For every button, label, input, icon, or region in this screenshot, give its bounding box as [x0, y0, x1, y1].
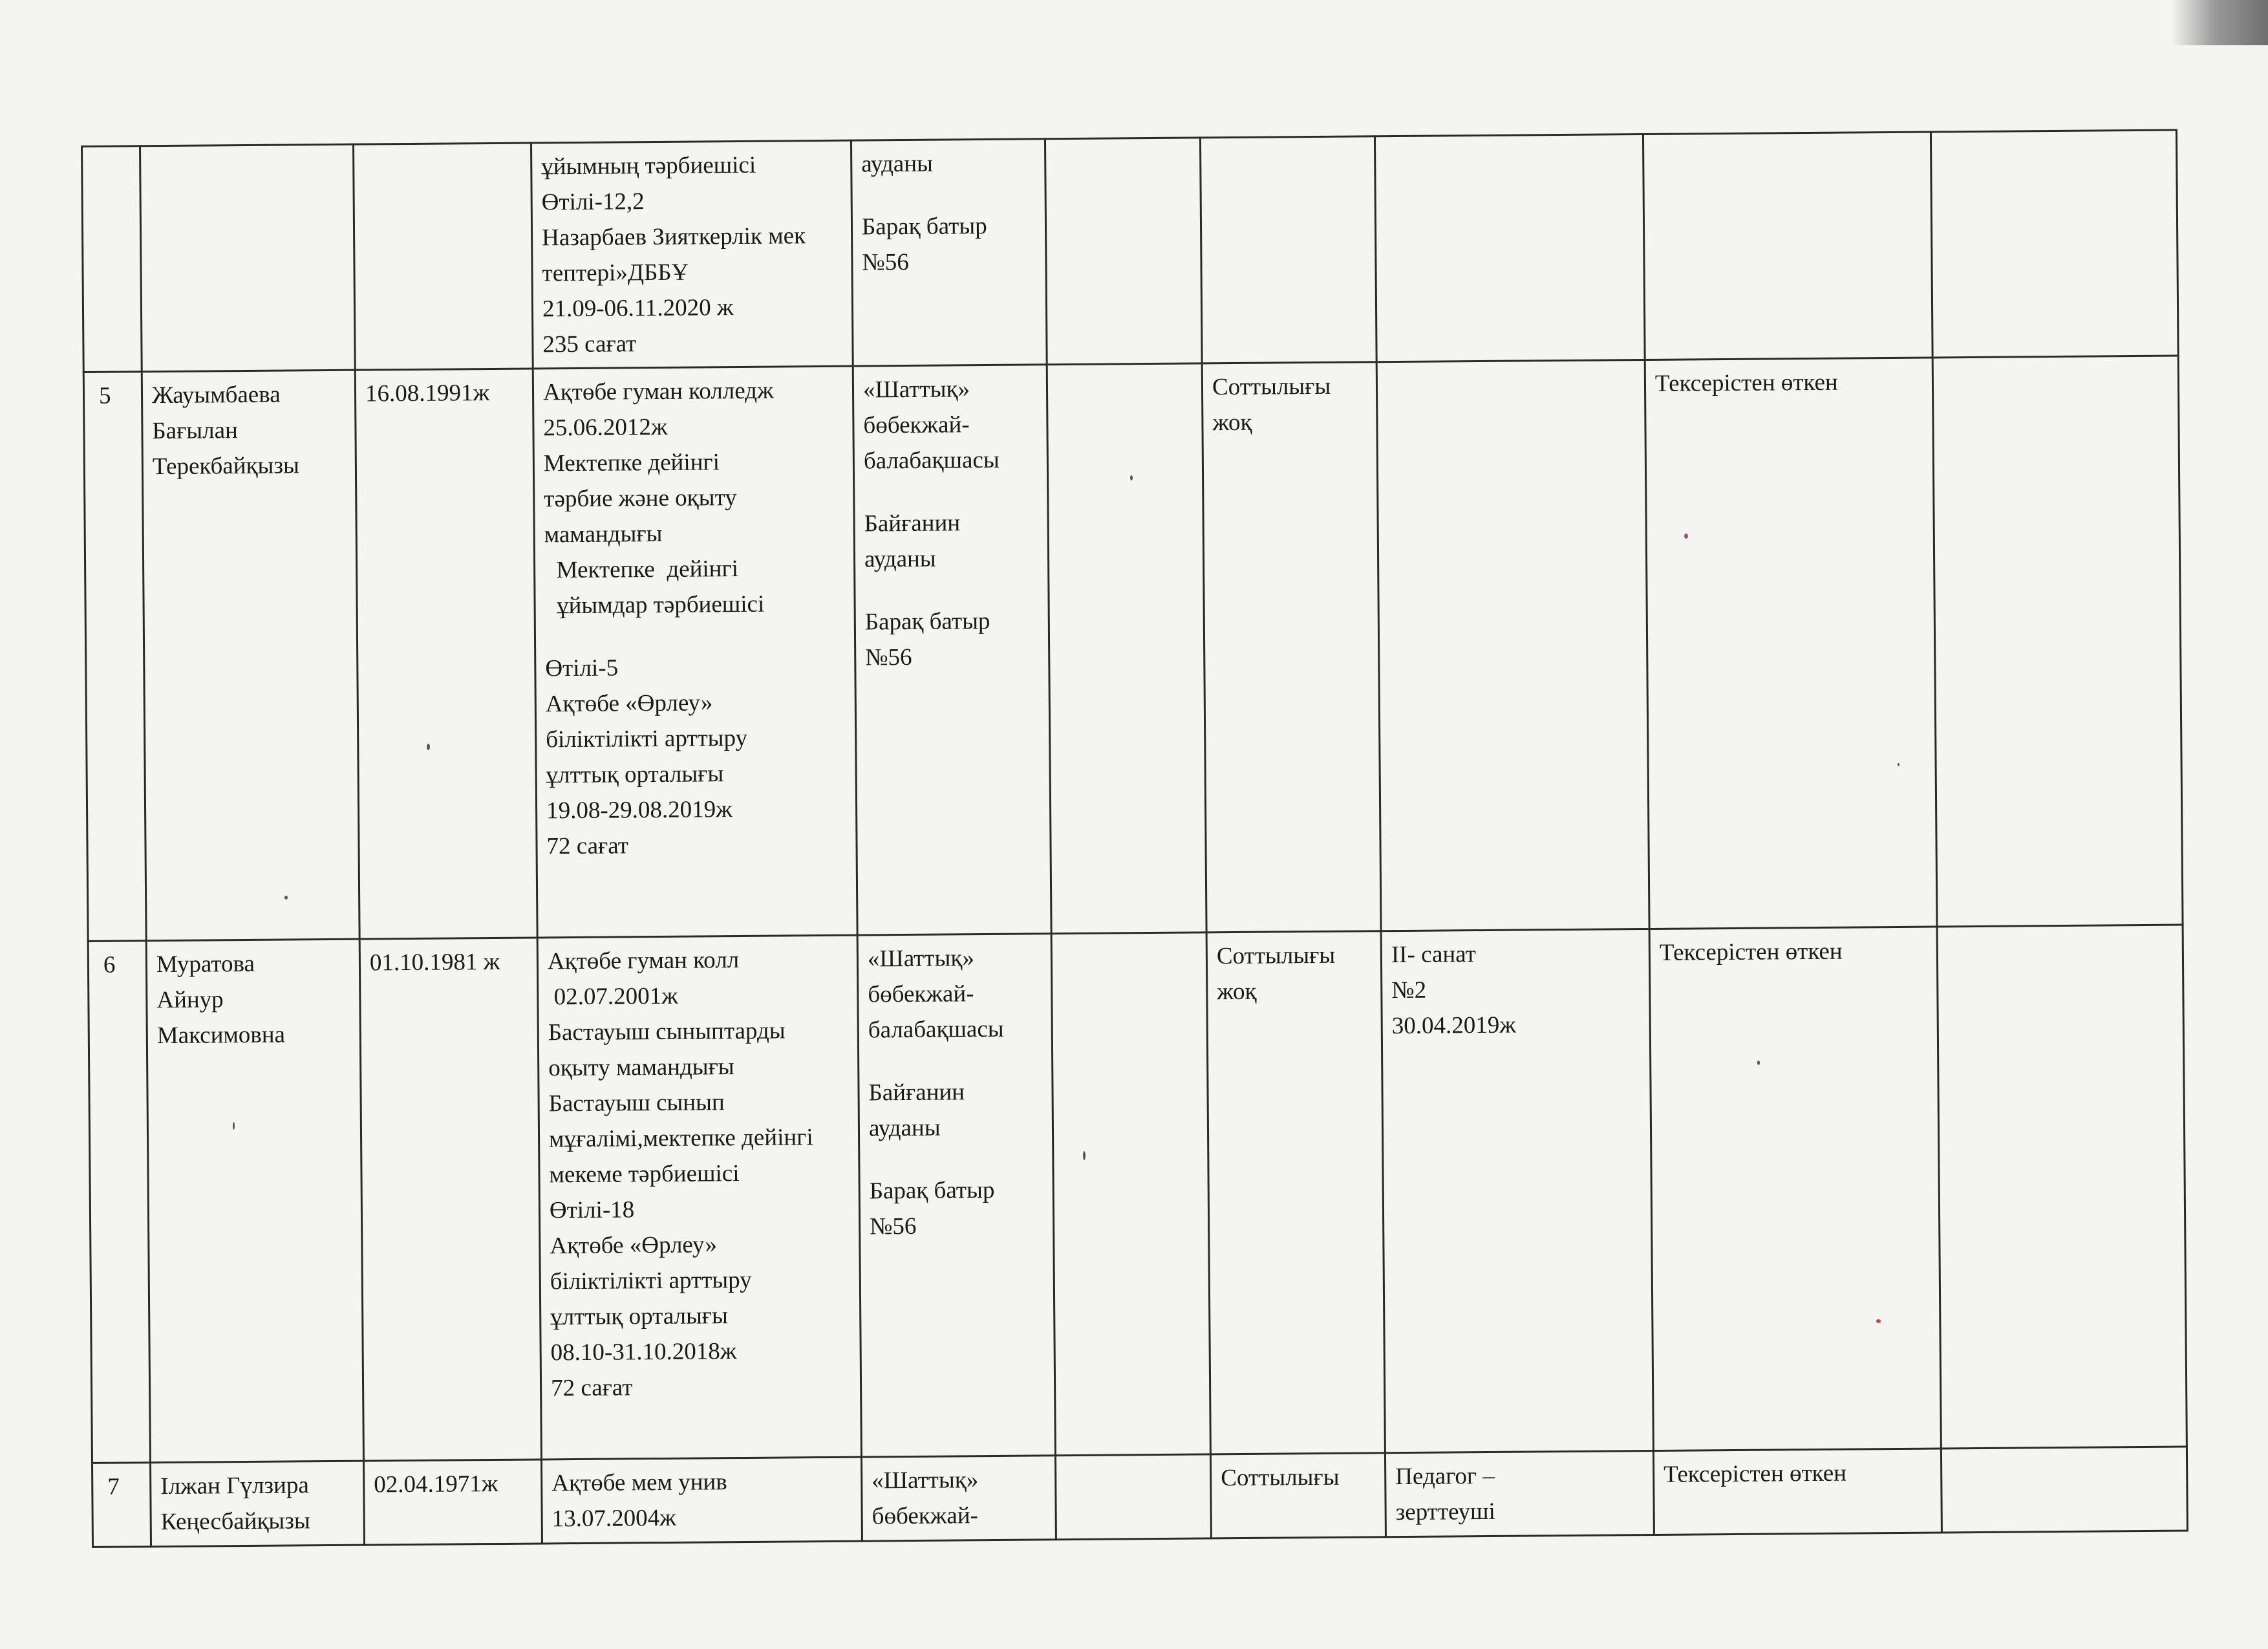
scan-speck	[1684, 534, 1688, 539]
cell-education: ұйымның тәрбиешісі Өтілі-12,2 Назарбаев Зияткерлік мек тептері»ДББҰ 21.09-06.11.2020 ж 235 сағат	[531, 140, 853, 369]
cell-workplace: ауданы Барақ батыр №56	[851, 139, 1047, 366]
cell-number: 6	[88, 941, 150, 1463]
cell-workplace: «Шаттық» бөбекжай-	[861, 1456, 1056, 1541]
table-row	[83, 356, 2183, 941]
cell-empty	[1937, 925, 2187, 1449]
scan-speck	[1083, 1151, 1086, 1160]
cell-number: 7	[92, 1463, 151, 1547]
cell-empty	[1047, 363, 1206, 934]
scan-speck	[284, 896, 288, 900]
cell-education: Ақтөбе мем унив 13.07.2004ж	[541, 1457, 862, 1544]
cell-name: Муратова Айнур Максимовна	[146, 939, 363, 1463]
staff-table-wrapper	[81, 129, 2187, 1568]
cell-check: Тексерістен өткен	[1645, 358, 1937, 929]
cell-check: Тексерістен өткен	[1649, 927, 1941, 1450]
cell-name	[140, 144, 356, 372]
cell-workplace: «Шаттық» бөбекжай- балабақшасы Байғанин ауданы Барақ батыр №56	[853, 365, 1051, 935]
cell-criminal-record	[1200, 136, 1376, 363]
cell-dob: 01.10.1981 ж	[359, 938, 541, 1461]
cell-name: Жауымбаева Бағылан Терекбайқызы	[142, 370, 359, 941]
cell-empty	[1045, 138, 1202, 365]
cell-empty	[1932, 356, 2183, 927]
cell-dob	[353, 143, 533, 370]
scan-speck	[1876, 1319, 1881, 1323]
cell-dob: 16.08.1991ж	[355, 369, 537, 939]
cell-category: Педагог – зерттеуші	[1385, 1450, 1654, 1536]
cell-education: Ақтөбе гуман колл 02.07.2001ж Бастауыш сыныптарды оқыту мамандығы Бастауыш сынып мұғалімі,мектепке дейінгі мекеме тәрбиешісі Өтілі-18 Ақтөбе «Өрлеу» біліктілікті арттыру ұлттық орталығы 08.10-31.10.2018ж 72 сағат	[537, 935, 861, 1460]
cell-criminal-record: Соттылығы	[1210, 1453, 1385, 1538]
table-row	[92, 1447, 2188, 1547]
cell-empty	[1941, 1447, 2187, 1533]
cell-check: Тексерістен өткен	[1653, 1449, 1942, 1535]
cell-criminal-record: Соттылығы жоқ	[1206, 931, 1385, 1454]
cell-empty	[1051, 932, 1210, 1456]
cell-workplace: «Шаттық» бөбекжай- балабақшасы Байғанин ауданы Барақ батыр №56	[857, 934, 1055, 1457]
cell-dob: 02.04.1971ж	[363, 1460, 542, 1545]
cell-name: Ілжан Гүлзира Кеңесбайқызы	[150, 1461, 364, 1547]
cell-category: ІІ- санат №2 30.04.2019ж	[1381, 929, 1653, 1452]
cell-criminal-record: Соттылығы жоқ	[1202, 362, 1381, 932]
scan-speck	[1898, 763, 1899, 766]
staff-table	[81, 129, 2188, 1548]
cell-check	[1643, 132, 1932, 360]
scan-speck	[233, 1122, 235, 1130]
cell-education: Ақтөбе гуман колледж 25.06.2012ж Мектепке дейінгі тәрбие және оқыту мамандығы Мектепке дейінгі ұйымдар тәрбиешісі Өтілі-5 Ақтөбе «Өрлеу» біліктілікті арттыру ұлттық орталығы 19.08-29.08.2019ж 72 сағат	[533, 366, 857, 938]
table-row	[88, 925, 2187, 1463]
table-row	[82, 130, 2179, 372]
cell-category	[1375, 135, 1645, 362]
cell-empty	[1055, 1454, 1211, 1540]
scan-speck	[427, 744, 430, 750]
cell-category	[1376, 360, 1649, 931]
cell-number	[82, 146, 142, 372]
cell-empty	[1931, 130, 2178, 358]
scan-speck	[1757, 1061, 1760, 1065]
scan-speck	[1130, 475, 1133, 480]
cell-number: 5	[83, 372, 146, 942]
